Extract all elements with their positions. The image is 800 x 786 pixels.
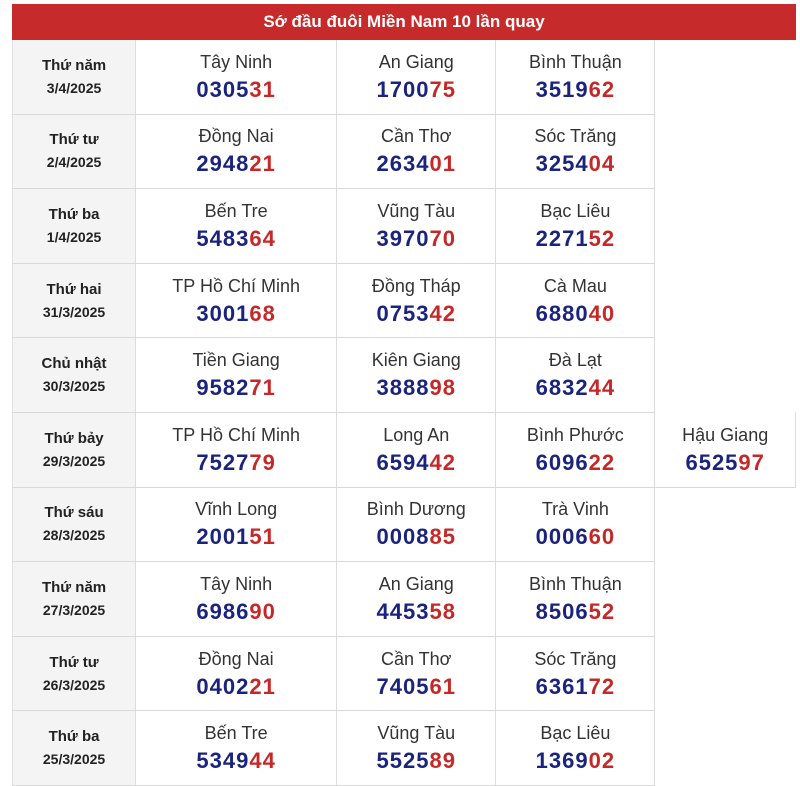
number-tail-digits: 89 xyxy=(429,748,456,774)
result-cell xyxy=(655,412,796,487)
table-row xyxy=(13,412,796,487)
empty-cell xyxy=(655,40,796,114)
province-name: Bạc Liêu xyxy=(540,723,611,744)
number-tail-digits: 04 xyxy=(588,151,616,177)
number-head-digits: 7527 xyxy=(196,449,250,475)
number-head-digits: 1700 xyxy=(376,76,430,102)
lottery-number xyxy=(136,746,336,776)
draw-date: 28/3/2025 xyxy=(42,527,106,544)
lottery-number xyxy=(496,75,654,105)
number-tail-digits: 85 xyxy=(429,524,456,550)
number-tail-digits: 02 xyxy=(588,748,616,774)
lottery-number xyxy=(136,299,336,329)
result-cell xyxy=(136,562,337,637)
number-tail-digits: 51 xyxy=(249,524,276,550)
number-tail-digits: 01 xyxy=(429,151,456,177)
number-head-digits: 3254 xyxy=(535,151,589,177)
number-head-digits: 3519 xyxy=(535,76,589,102)
lottery-number xyxy=(337,149,495,179)
number-head-digits: 6594 xyxy=(376,449,430,475)
province-name: Vũng Tàu xyxy=(377,200,456,221)
weekday-label: Thứ bảy xyxy=(44,429,104,447)
result-cell xyxy=(337,636,496,711)
weekday-label: Thứ sáu xyxy=(44,504,104,522)
draw-date: 3/4/2025 xyxy=(46,79,102,96)
lottery-number xyxy=(496,448,654,478)
province-name: An Giang xyxy=(378,51,454,72)
table-row xyxy=(13,562,796,637)
lottery-number xyxy=(337,373,495,403)
lottery-number xyxy=(136,597,336,627)
number-head-digits: 6832 xyxy=(535,375,589,401)
day-cell xyxy=(13,114,136,189)
lottery-number xyxy=(337,224,495,254)
empty-cell xyxy=(655,114,796,189)
result-cell xyxy=(496,263,655,338)
province-name: Sóc Trăng xyxy=(534,648,617,669)
result-cell xyxy=(136,636,337,711)
province-name: Bình Thuận xyxy=(528,51,622,72)
province-name: Vĩnh Long xyxy=(195,499,278,520)
number-head-digits: 6986 xyxy=(196,598,250,624)
number-tail-digits: 64 xyxy=(249,225,276,251)
number-head-digits: 7405 xyxy=(376,673,430,699)
lottery-number xyxy=(337,448,495,478)
day-cell xyxy=(13,562,136,637)
province-name: Bạc Liêu xyxy=(540,200,611,221)
number-head-digits: 2001 xyxy=(196,524,250,550)
result-cell xyxy=(136,412,337,487)
result-cell xyxy=(136,189,337,264)
province-name: Tây Ninh xyxy=(200,51,273,72)
draw-date: 25/3/2025 xyxy=(42,751,106,768)
number-tail-digits: 42 xyxy=(429,449,456,475)
result-cell xyxy=(337,40,496,114)
province-name: Đồng Nai xyxy=(198,126,274,147)
number-tail-digits: 98 xyxy=(429,375,456,401)
number-tail-digits: 21 xyxy=(249,673,276,699)
day-cell xyxy=(13,487,136,562)
weekday-label: Chủ nhật xyxy=(41,355,107,373)
province-name: Hậu Giang xyxy=(682,424,769,445)
province-name: Tây Ninh xyxy=(200,573,273,594)
number-tail-digits: 70 xyxy=(429,225,456,251)
number-tail-digits: 21 xyxy=(249,151,276,177)
number-tail-digits: 60 xyxy=(588,524,616,550)
lottery-number xyxy=(136,672,336,702)
lottery-number xyxy=(655,448,795,478)
number-tail-digits: 58 xyxy=(429,598,456,624)
table-row xyxy=(13,263,796,338)
number-head-digits: 6880 xyxy=(535,300,589,326)
lottery-number xyxy=(496,522,654,552)
province-name: Bình Thuận xyxy=(528,573,622,594)
number-tail-digits: 40 xyxy=(588,300,616,326)
result-cell xyxy=(337,114,496,189)
result-cell xyxy=(496,412,655,487)
number-head-digits: 8506 xyxy=(535,598,589,624)
day-cell xyxy=(13,338,136,413)
result-cell xyxy=(136,263,337,338)
number-head-digits: 6096 xyxy=(535,449,589,475)
number-head-digits: 0305 xyxy=(196,76,250,102)
draw-date: 26/3/2025 xyxy=(42,676,106,693)
number-tail-digits: 44 xyxy=(588,375,616,401)
lottery-number xyxy=(136,149,336,179)
result-cell xyxy=(337,487,496,562)
day-cell xyxy=(13,189,136,264)
lottery-number xyxy=(136,75,336,105)
table-row xyxy=(13,189,796,264)
result-cell xyxy=(337,338,496,413)
table-row xyxy=(13,338,796,413)
lottery-number xyxy=(496,224,654,254)
table-row xyxy=(13,711,796,786)
result-cell xyxy=(337,412,496,487)
result-cell xyxy=(337,189,496,264)
table-row xyxy=(13,114,796,189)
result-cell xyxy=(337,562,496,637)
empty-cell xyxy=(655,338,796,413)
lottery-number xyxy=(337,299,495,329)
province-name: Bến Tre xyxy=(204,200,268,221)
day-cell xyxy=(13,412,136,487)
number-head-digits: 2634 xyxy=(376,151,430,177)
province-name: Trà Vinh xyxy=(541,499,609,520)
number-tail-digits: 90 xyxy=(249,598,276,624)
number-head-digits: 5483 xyxy=(196,225,250,251)
draw-date: 1/4/2025 xyxy=(46,228,102,245)
province-name: Sóc Trăng xyxy=(534,126,617,147)
draw-date: 30/3/2025 xyxy=(42,378,106,395)
number-tail-digits: 75 xyxy=(429,76,456,102)
result-cell xyxy=(496,40,655,114)
province-name: Cần Thơ xyxy=(380,648,452,669)
number-tail-digits: 31 xyxy=(249,76,276,102)
lottery-number xyxy=(337,75,495,105)
lottery-number xyxy=(496,299,654,329)
empty-cell xyxy=(655,189,796,264)
number-tail-digits: 62 xyxy=(588,76,616,102)
lottery-number xyxy=(136,224,336,254)
number-head-digits: 6525 xyxy=(685,449,739,475)
lottery-number xyxy=(337,522,495,552)
province-name: Đồng Tháp xyxy=(371,275,461,296)
number-head-digits: 5349 xyxy=(196,748,250,774)
result-cell xyxy=(136,114,337,189)
table-row xyxy=(13,40,796,114)
result-cell xyxy=(337,263,496,338)
province-name: Kiên Giang xyxy=(371,350,461,371)
result-cell xyxy=(136,40,337,114)
empty-cell xyxy=(655,636,796,711)
province-name: Cần Thơ xyxy=(380,126,452,147)
lottery-number xyxy=(496,149,654,179)
number-head-digits: 6361 xyxy=(535,673,589,699)
province-name: Cà Mau xyxy=(543,275,607,296)
number-head-digits: 9582 xyxy=(196,375,250,401)
result-cell xyxy=(496,487,655,562)
province-name: Bến Tre xyxy=(204,723,268,744)
number-head-digits: 4453 xyxy=(376,598,430,624)
result-cell xyxy=(136,487,337,562)
number-head-digits: 1369 xyxy=(535,748,589,774)
lottery-number xyxy=(136,522,336,552)
province-name: Đồng Nai xyxy=(198,648,274,669)
weekday-label: Thứ ba xyxy=(48,205,100,223)
lottery-number xyxy=(337,672,495,702)
result-cell xyxy=(496,189,655,264)
weekday-label: Thứ năm xyxy=(41,56,107,74)
day-cell xyxy=(13,263,136,338)
day-cell xyxy=(13,40,136,114)
province-name: Bình Dương xyxy=(366,499,466,520)
number-tail-digits: 52 xyxy=(588,598,616,624)
result-cell xyxy=(496,636,655,711)
number-head-digits: 2271 xyxy=(535,225,589,251)
result-cell xyxy=(496,114,655,189)
empty-cell xyxy=(655,263,796,338)
province-name: TP Hồ Chí Minh xyxy=(172,424,300,445)
number-head-digits: 3970 xyxy=(376,225,430,251)
number-tail-digits: 61 xyxy=(429,673,456,699)
lottery-number xyxy=(136,373,336,403)
draw-date: 27/3/2025 xyxy=(42,601,106,618)
number-tail-digits: 44 xyxy=(249,748,276,774)
number-head-digits: 0006 xyxy=(535,524,589,550)
number-head-digits: 0402 xyxy=(196,673,250,699)
table-title: Sớ đầu đuôi Miền Nam 10 lần quay xyxy=(12,4,796,40)
lottery-number xyxy=(496,672,654,702)
province-name: Long An xyxy=(383,424,450,445)
lottery-number xyxy=(496,597,654,627)
number-head-digits: 0753 xyxy=(376,300,430,326)
province-name: TP Hồ Chí Minh xyxy=(172,275,300,296)
lottery-number xyxy=(136,448,336,478)
number-tail-digits: 71 xyxy=(249,375,276,401)
lottery-number xyxy=(337,597,495,627)
day-cell xyxy=(13,711,136,786)
table-row xyxy=(13,636,796,711)
number-tail-digits: 79 xyxy=(249,449,276,475)
result-cell xyxy=(496,711,655,786)
lottery-number xyxy=(337,746,495,776)
lottery-number xyxy=(496,746,654,776)
number-head-digits: 5525 xyxy=(376,748,430,774)
result-cell xyxy=(136,338,337,413)
draw-date: 31/3/2025 xyxy=(42,303,106,320)
empty-cell xyxy=(655,711,796,786)
result-cell xyxy=(496,562,655,637)
results-panel xyxy=(12,4,796,786)
result-cell xyxy=(496,338,655,413)
table-row xyxy=(13,487,796,562)
results-table xyxy=(12,40,796,786)
number-head-digits: 3888 xyxy=(376,375,430,401)
number-tail-digits: 22 xyxy=(588,449,616,475)
number-tail-digits: 52 xyxy=(588,225,616,251)
province-name: Tiền Giang xyxy=(192,350,280,371)
number-tail-digits: 68 xyxy=(249,300,276,326)
day-cell xyxy=(13,636,136,711)
number-head-digits: 2948 xyxy=(196,151,250,177)
draw-date: 2/4/2025 xyxy=(46,154,102,171)
weekday-label: Thứ năm xyxy=(41,578,107,596)
number-tail-digits: 42 xyxy=(429,300,456,326)
weekday-label: Thứ ba xyxy=(48,728,100,746)
province-name: Vũng Tàu xyxy=(377,723,456,744)
number-head-digits: 0008 xyxy=(376,524,430,550)
empty-cell xyxy=(655,562,796,637)
result-cell xyxy=(136,711,337,786)
lottery-number xyxy=(496,373,654,403)
result-cell xyxy=(337,711,496,786)
number-tail-digits: 72 xyxy=(588,673,616,699)
weekday-label: Thứ tư xyxy=(49,131,99,149)
number-head-digits: 3001 xyxy=(196,300,250,326)
empty-cell xyxy=(655,487,796,562)
province-name: An Giang xyxy=(378,573,454,594)
weekday-label: Thứ tư xyxy=(49,653,99,671)
province-name: Đà Lạt xyxy=(548,350,602,371)
province-name: Bình Phước xyxy=(526,424,624,445)
number-tail-digits: 97 xyxy=(738,449,765,475)
draw-date: 29/3/2025 xyxy=(42,452,106,469)
weekday-label: Thứ hai xyxy=(46,280,102,298)
